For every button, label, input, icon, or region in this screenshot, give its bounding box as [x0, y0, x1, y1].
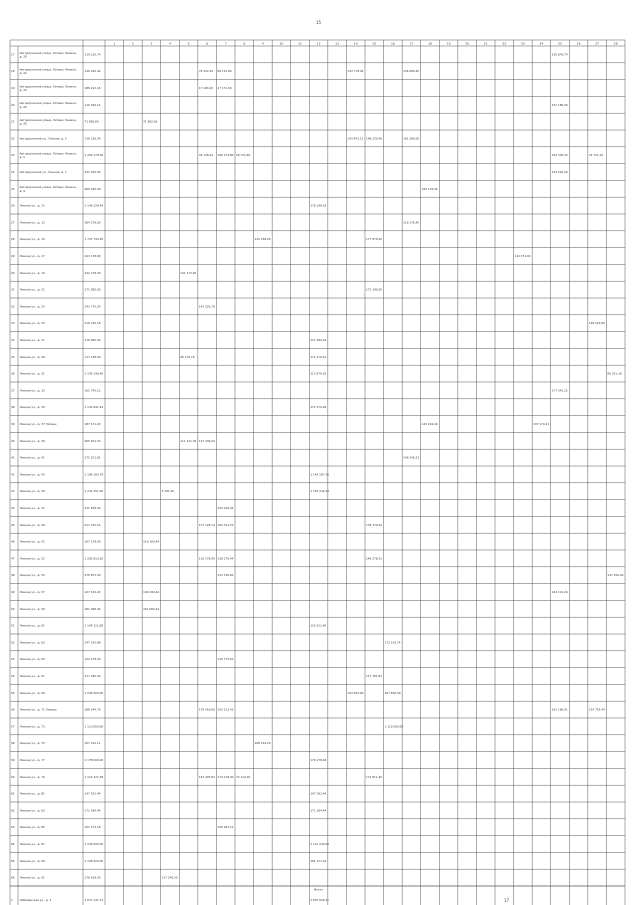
- row-number: 65: [11, 858, 15, 863]
- cell-value: 1 144 187,30: [310, 472, 329, 477]
- row-label: Ленина ул., д. 33: [19, 388, 45, 393]
- row-label-continued: д. 5: [19, 155, 25, 160]
- column-number-14: 14: [353, 41, 358, 46]
- row-label: Автодорожная улица, Липецк Ленина,: [19, 185, 77, 190]
- row-label: Ленина ул., д. 39: [19, 438, 45, 443]
- row-amount: 1 104 111,80: [84, 623, 104, 628]
- page-number-top: 15: [316, 20, 322, 25]
- row-number: 35: [11, 354, 15, 359]
- cell-value: 164 126,44: [217, 506, 234, 510]
- row-number: 34: [11, 338, 15, 342]
- row-amount: 1 241 251,20: [84, 489, 104, 494]
- column-number-24: 24: [539, 41, 544, 46]
- cell-value: 171 476,10: [310, 354, 327, 359]
- row-label-continued: д. 22: [19, 71, 27, 76]
- row-amount: 167 178,80: [84, 539, 101, 544]
- row-amount: 1 262 178,36: [84, 153, 104, 158]
- cell-value: 45 128,44: [198, 153, 214, 158]
- column-number-16: 16: [390, 41, 395, 46]
- cell-value: 27 171,50: [217, 86, 232, 90]
- cell-value: 171 270,46: [310, 405, 327, 410]
- column-number-27: 27: [595, 41, 600, 46]
- cell-value: 144 500,00: [347, 690, 364, 695]
- row-amount: 1 044 500,00: [84, 690, 104, 695]
- row-label-continued: д. 28: [19, 121, 27, 126]
- row-label-continued: д. 9: [19, 188, 25, 193]
- cell-value: 178 170,44: [366, 522, 383, 527]
- row-label: Ленина ул., д. 79: [19, 774, 45, 779]
- cell-value: 148 190,44: [143, 590, 160, 594]
- row-amount: 266 180,40: [84, 186, 101, 191]
- cell-value: 155 876,74: [551, 52, 568, 57]
- cell-value: 155 112,43: [217, 707, 234, 712]
- row-amount: 117 138,20: [84, 354, 101, 359]
- cell-value: 143 875,12: [347, 136, 364, 141]
- row-label: Ленина ул., д. 31: [19, 371, 45, 376]
- row-number: 46: [11, 539, 15, 544]
- row-number: 37: [11, 388, 15, 393]
- row-label: Ленина ул., д. 29: [19, 354, 45, 359]
- cell-value: 172 811,40: [366, 774, 383, 779]
- row-number: 49: [11, 590, 15, 594]
- row-label: Автодорожная улица, Липецк Ленина,: [19, 101, 77, 106]
- cell-value: 178 416,60: [198, 707, 215, 712]
- cell-value: 117 240,50: [161, 875, 178, 880]
- row-label: Ленина ул., д. 65: [19, 657, 45, 662]
- cell-value: 122 189,00: [254, 237, 271, 242]
- row-amount: 71 862,60: [84, 119, 99, 124]
- cell-value: 112 371,80: [514, 254, 531, 258]
- column-number-15: 15: [372, 41, 377, 46]
- row-amount: 1 178 000,00: [84, 758, 104, 762]
- row-number: 39: [11, 422, 15, 426]
- row-number: 41: [11, 455, 15, 460]
- cell-value: 148 220,46: [366, 136, 383, 141]
- row-label: Ленина ул., д. 63: [19, 640, 45, 645]
- column-number-17: 17: [409, 41, 414, 46]
- row-amount: 1 110 000,00: [84, 724, 104, 729]
- row-label: Ленина ул., д. 37 Липецк: [19, 422, 57, 426]
- row-amount: 1 707 744,30: [84, 237, 104, 242]
- row-label: Ленина ул., д. 45: [19, 489, 45, 494]
- cell-value: 141 172,40: [180, 270, 197, 275]
- cell-value: 117 781,81: [366, 674, 383, 678]
- row-label: Автодорожная улица, Липецк Ленина,: [19, 118, 77, 122]
- cell-value: 46 176,16: [180, 354, 195, 359]
- row-number: 54: [11, 674, 15, 678]
- row-amount: 117 180,40: [84, 674, 101, 678]
- page-number-bottom: 17: [504, 898, 510, 903]
- column-number-10: 10: [279, 41, 284, 46]
- cell-value: 171 184,44: [310, 808, 327, 813]
- cell-value: 143 216,40: [421, 422, 438, 426]
- cell-value: 148 521,80: [588, 321, 605, 326]
- row-amount: 331 250,00: [84, 170, 101, 174]
- cell-value: 116 160,44: [143, 539, 160, 544]
- cell-value: 116 178,40: [403, 220, 420, 225]
- row-amount: 1 145 146,40: [84, 371, 104, 376]
- cell-value: 147 256,40: [607, 573, 624, 578]
- row-amount: 178 000,40: [84, 338, 101, 342]
- row-amount: 147 181,44: [84, 791, 101, 796]
- cell-value: 167 830,40: [384, 690, 401, 695]
- cell-value: 1 110 000,00: [384, 724, 404, 729]
- row-amount: 167 142,11: [84, 741, 101, 746]
- cell-value: 111 141,30: [180, 438, 197, 443]
- row-number: 19: [11, 86, 15, 90]
- cell-value: 166 174,80: [217, 153, 234, 158]
- row-number: 42: [11, 472, 15, 477]
- row-label: Ленина ул., д. 91: [19, 875, 45, 880]
- row-amount: 211 878,40: [84, 506, 101, 510]
- row-number: 22: [11, 136, 15, 141]
- row-label: Автодорожная улица, Липецк Ленина,: [19, 84, 77, 89]
- column-number-1: 1: [113, 41, 116, 46]
- cell-value: 143 778,44: [347, 69, 364, 74]
- row-number: 25: [11, 186, 15, 191]
- row-number: 29: [11, 254, 15, 258]
- row-label: Ленина ул., д. 59: [19, 606, 45, 611]
- column-number-26: 26: [576, 41, 581, 46]
- row-number: 62: [11, 808, 15, 813]
- row-amount: 217 125,14: [84, 522, 101, 527]
- row-amount: 242 178,40: [84, 270, 101, 275]
- cell-value: 152 330,44: [551, 153, 568, 158]
- row-number: 55: [11, 690, 15, 695]
- row-number: 64: [11, 842, 15, 846]
- row-label: Автодорожная ул., Ленина, д. 7: [19, 170, 67, 174]
- row-amount: 171 184,44: [84, 808, 101, 813]
- row-number: 66: [11, 875, 15, 880]
- row-label: Ленина ул., д. 13: [19, 220, 45, 225]
- row-label: Ленина ул., д. 25: [19, 321, 45, 326]
- cell-value: 71 862,60: [143, 119, 158, 124]
- column-number-23: 23: [520, 41, 525, 46]
- row-number: 32: [11, 304, 15, 309]
- row-label: Ленина ул., д. 75: [19, 741, 45, 746]
- cell-value: 161 280,00: [403, 136, 420, 141]
- row-number: 50: [11, 606, 15, 611]
- cell-value: 161 180,01: [551, 707, 568, 712]
- row-number: 20: [11, 102, 15, 107]
- row-amount: 284 278,60: [84, 220, 101, 225]
- row-number: 31: [11, 287, 15, 292]
- row-label: Ленина ул., д. 77: [19, 758, 45, 762]
- cell-value: 111 280,44: [310, 338, 327, 342]
- row-label: Ленина ул., д. 35: [19, 405, 45, 410]
- row-amount: 147 142,88: [84, 640, 101, 645]
- column-number-20: 20: [465, 41, 470, 46]
- cell-value: 17 180,20: [198, 86, 214, 90]
- cell-value: 177 341,15: [551, 388, 568, 393]
- column-number-28: 28: [613, 41, 618, 46]
- row-amount: 178 418,20: [84, 875, 101, 880]
- row-label: Ленина ул., д. 47: [19, 506, 45, 510]
- row-amount: 1 108 420,00: [84, 858, 104, 863]
- row-amount: 140 220,44: [84, 69, 101, 74]
- row-amount: 110 329,14: [84, 102, 101, 107]
- cell-value: 148 278,51: [366, 556, 383, 561]
- cell-value: 126 181,12: [217, 825, 234, 830]
- column-number-9: 9: [261, 41, 264, 46]
- cell-value: 113 746,60: [217, 573, 234, 578]
- cell-value: 118 178,40: [198, 556, 215, 561]
- row-label-continued: д. 20: [19, 54, 27, 59]
- row-amount: 161 174,18: [84, 825, 101, 830]
- row-number: 48: [11, 573, 15, 578]
- row-number: 30: [11, 270, 15, 275]
- cell-value: 74 711,10: [588, 153, 604, 158]
- row-label: Автодорожная улица, Липецк Ленина,: [19, 50, 77, 55]
- cell-value: 1 181 242,44: [310, 489, 329, 494]
- row-amount: 171 521,81: [84, 455, 101, 460]
- column-number-7: 7: [224, 41, 227, 46]
- row-label-continued: д. 26: [19, 104, 27, 109]
- row-number: 52: [11, 640, 15, 645]
- row-amount: 161 745,12: [84, 388, 101, 393]
- row-number: 47: [11, 556, 15, 561]
- row-number: 43: [11, 489, 15, 494]
- row-number: 36: [11, 371, 15, 376]
- cell-value: 138 176,44: [217, 556, 234, 561]
- row-number: 27: [11, 220, 15, 225]
- cell-value: 142 121,24: [551, 590, 568, 594]
- row-label: Ленина ул., д. 49: [19, 522, 45, 527]
- cell-value: 178 198,18: [310, 203, 327, 208]
- cell-value: 86 321,18: [607, 371, 622, 376]
- row-amount: 119 120,74: [84, 52, 101, 57]
- cell-value: 74 112,00: [236, 774, 251, 779]
- row-label: Ленина ул., д. 27: [19, 338, 45, 342]
- row-number: 26: [11, 203, 15, 208]
- row-amount: 265 401,32: [84, 438, 101, 443]
- cell-value: 174 178,40: [217, 774, 234, 779]
- cell-value: 124 542,20: [551, 170, 568, 174]
- cell-value: 146 246,23: [403, 455, 420, 460]
- row-amount: 243 178,80: [84, 254, 101, 258]
- row-label: Ленина ул., д. 83: [19, 808, 45, 813]
- row-number: 33: [11, 321, 15, 326]
- column-number-21: 21: [483, 41, 488, 46]
- row-label: Автодорожная ул., Ленина, д. 3: [19, 136, 67, 141]
- row-label: Автодорожная улица, Липецк Ленина,: [19, 67, 77, 72]
- cell-value: 4 781,20: [161, 489, 175, 494]
- row-number: 51: [11, 623, 15, 628]
- row-number: 57: [11, 724, 15, 729]
- row-number: 40: [11, 438, 15, 443]
- column-number-13: 13: [335, 41, 340, 46]
- cell-value: 177 876,20: [366, 237, 383, 242]
- cell-value: 116 221,40: [310, 623, 327, 628]
- row-label: Ленина ул., д. 81: [19, 791, 45, 796]
- column-number-2: 2: [131, 41, 134, 46]
- row-number: 1: [11, 898, 13, 902]
- section-total-label: Итого: [313, 887, 324, 892]
- column-number-3: 3: [150, 41, 153, 46]
- row-label: Лебедянская ул., д. 1: [19, 898, 52, 902]
- row-amount: 1 141 841,44: [84, 405, 104, 410]
- row-number: 44: [11, 506, 15, 510]
- row-label: Ленина ул., д. 11: [19, 203, 45, 208]
- cell-value: 162 145,40: [421, 186, 438, 191]
- row-number: 53: [11, 657, 15, 662]
- cell-value: 18 721,60: [236, 153, 251, 158]
- cell-value: 154 755,44: [588, 707, 605, 712]
- cell-value: 167 425,81: [198, 774, 215, 779]
- row-amount: 243 770,24: [84, 304, 101, 309]
- column-number-12: 12: [316, 41, 321, 46]
- row-amount: 216 126,18: [84, 321, 101, 326]
- row-label: Ленина ул., д. 17: [19, 254, 45, 258]
- row-number: 21: [11, 119, 15, 124]
- row-amount: 188 344,76: [84, 707, 101, 712]
- row-label: Ленина ул., д. 51: [19, 539, 45, 544]
- row-label: Ленина ул., д. 71 Липецк: [19, 707, 57, 712]
- column-number-25: 25: [558, 41, 562, 46]
- cell-value: 164 741,70: [217, 522, 234, 527]
- row-amount: 171 082,00: [84, 287, 101, 292]
- row-number: 23: [11, 153, 15, 158]
- cell-value: 156 980,40: [403, 69, 420, 74]
- row-amount: 107 152,24: [84, 590, 101, 594]
- row-amount: 187 171,20: [84, 422, 101, 426]
- row-amount: 1 115 121,38: [84, 774, 104, 779]
- row-label: Ленина ул., д. 73: [19, 724, 45, 729]
- row-number: 60: [11, 774, 15, 779]
- row-number: 59: [11, 758, 15, 762]
- cell-value: 188 144,20: [254, 741, 271, 746]
- cell-value: 177 125,14: [198, 522, 215, 527]
- row-label: Ленина ул., д. 87: [19, 842, 45, 846]
- row-amount: 1 184 183,78: [84, 472, 104, 477]
- row-number: 24: [11, 170, 15, 174]
- row-label-continued: д. 24: [19, 88, 27, 92]
- row-label: Ленина ул., д. 21: [19, 287, 45, 292]
- row-label: Ленина ул., д. 89: [19, 858, 45, 863]
- row-number: 38: [11, 405, 15, 410]
- column-number-18: 18: [428, 41, 432, 46]
- row-label: Ленина ул., д. 43: [19, 472, 45, 477]
- column-number-8: 8: [243, 41, 246, 46]
- row-amount: 1 146 128,44: [84, 203, 104, 208]
- row-label: Ленина ул., д. 85: [19, 825, 45, 830]
- column-number-5: 5: [187, 41, 190, 46]
- row-amount: 1 282 812,50: [84, 556, 104, 561]
- cell-value: 157 180,26: [551, 102, 568, 107]
- row-label: Ленина ул., д. 23: [19, 304, 45, 309]
- cell-value: 76 322,44: [198, 69, 214, 74]
- row-number: 45: [11, 522, 15, 527]
- cell-value: 172 142,74: [384, 640, 401, 645]
- cell-value: 88 112,80: [217, 69, 232, 74]
- cell-value: 112 876,16: [310, 371, 327, 376]
- row-label: Ленина ул., д. 67: [19, 674, 45, 678]
- row-label: Ленина ул., д. 55: [19, 573, 45, 578]
- row-number: 58: [11, 741, 15, 746]
- cell-value: 143 225,76: [198, 304, 215, 309]
- row-amount: 1 871 141,71: [84, 898, 104, 902]
- cell-value: 1 121 244,00: [310, 842, 329, 846]
- row-number: 56: [11, 707, 15, 712]
- row-label: Ленина ул., д. 61: [19, 623, 45, 628]
- row-label: Ленина ул., д. 69: [19, 690, 45, 695]
- cell-value: 127 246,20: [198, 438, 215, 443]
- row-label: Ленина ул., д. 15: [19, 237, 45, 242]
- row-label: Ленина ул., д. 53: [19, 556, 45, 561]
- cell-value: 176 178,40: [310, 758, 327, 762]
- row-amount: 181 098,44: [84, 606, 101, 611]
- row-number: 28: [11, 237, 15, 242]
- row-amount: 118 126,34: [84, 136, 101, 141]
- row-amount: 1 145 000,00: [84, 842, 104, 846]
- cell-value: 161 084,44: [143, 606, 160, 611]
- row-amount: 188 212,16: [84, 86, 101, 90]
- row-number: 63: [11, 825, 15, 830]
- cell-value: 171 180,00: [366, 287, 383, 292]
- cell-value: 1 870 826,47: [310, 898, 329, 902]
- row-number: 17: [11, 52, 15, 57]
- row-label: Ленина ул., д. 41: [19, 455, 45, 460]
- row-label: Автодорожная улица, Липецк Ленина,: [19, 151, 77, 156]
- row-number: 18: [11, 69, 15, 74]
- cell-value: 116 775,50: [217, 657, 234, 662]
- column-number-6: 6: [206, 41, 209, 46]
- column-number-19: 19: [446, 41, 451, 46]
- column-number-11: 11: [298, 41, 302, 46]
- cell-value: 147 181,44: [310, 791, 327, 796]
- row-label: Ленина ул., д. 57: [19, 590, 45, 594]
- column-number-22: 22: [502, 41, 507, 46]
- cell-value: 137 174,21: [533, 422, 550, 426]
- row-number: 61: [11, 791, 15, 796]
- row-label: Ленина ул., д. 19: [19, 270, 45, 275]
- cell-value: 181 271,44: [310, 858, 327, 863]
- row-amount: 278 871,40: [84, 573, 101, 578]
- row-amount: 122 178,40: [84, 657, 101, 662]
- column-number-4: 4: [169, 41, 171, 46]
